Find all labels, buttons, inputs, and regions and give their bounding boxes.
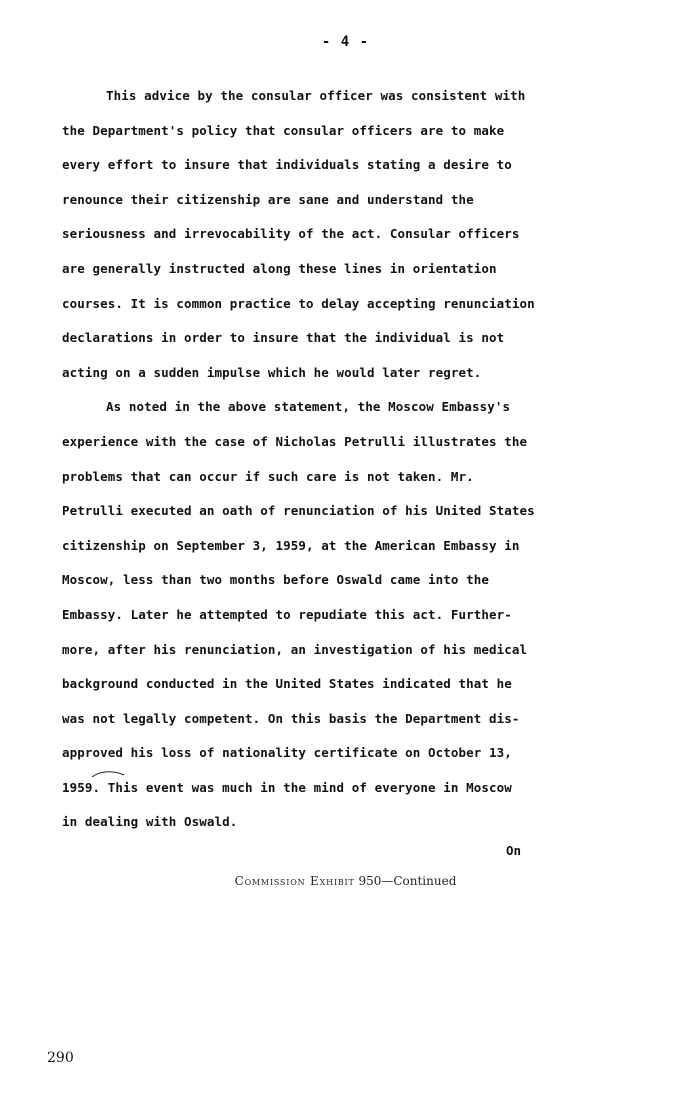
paragraph-line: Embassy. Later he attempted to repudiate this act. Further-: [62, 606, 512, 622]
paragraph-line: This advice by the consular officer was consistent with: [106, 88, 526, 103]
paragraph-line: citizenship on September 3, 1959, at the American Embassy in: [62, 537, 520, 553]
page-continuation-word: On: [506, 843, 522, 858]
paragraph-line: more, after his renunciation, an investigation of his medical: [62, 641, 528, 657]
paragraph-line: experience with the case of Nicholas Petrulli illustrates the: [62, 433, 528, 449]
paragraph-1: [62, 84, 642, 395]
paragraph-line: problems that can occur if such care is not taken. Mr.: [62, 468, 474, 484]
paragraph-line: seriousness and irrevocability of the act. Consular officers: [62, 226, 520, 242]
paragraph-line: the Department's policy that consular officers are to make: [62, 122, 505, 138]
page-number-top: - 4 -: [321, 34, 370, 50]
exhibit-caption: [0, 874, 691, 888]
body-text: [62, 84, 642, 845]
paragraph-line: every effort to insure that individuals stating a desire to: [62, 157, 512, 173]
paragraph-line: was not legally competent. On this basis the Department dis-: [62, 710, 520, 726]
page-folio: 290: [47, 1050, 74, 1066]
paragraph-line: are generally instructed along these lines in orientation: [62, 260, 497, 276]
exhibit-number: 950: [358, 874, 382, 888]
paragraph-line: renounce their citizenship are sane and understand the: [62, 191, 474, 207]
paragraph-line: approved his loss of nationality certificate on October 13,: [62, 745, 512, 761]
paragraph-line: Moscow, less than two months before Oswald came into the: [62, 572, 490, 588]
paragraph-line: background conducted in the United States indicated that he: [62, 676, 512, 692]
paragraph-line: declarations in order to insure that the individual is not: [62, 330, 505, 346]
paragraph-line: Petrulli executed an oath of renunciation of his United States: [62, 503, 535, 519]
paragraph-line: acting on a sudden impulse which he would later regret.: [62, 364, 482, 380]
paragraph-line: 1959. This event was much in the mind of everyone in Moscow: [62, 779, 512, 795]
paragraph-line: courses. It is common practice to delay accepting renunciation: [62, 295, 535, 311]
exhibit-suffix: —Continued: [381, 874, 457, 888]
exhibit-label: Commission Exhibit: [234, 874, 355, 888]
paragraph-line: As noted in the above statement, the Moscow Embassy's: [106, 399, 511, 415]
pen-mark-icon: [90, 768, 130, 782]
paragraph-2: [62, 395, 642, 845]
paragraph-line: in dealing with Oswald.: [62, 814, 238, 830]
